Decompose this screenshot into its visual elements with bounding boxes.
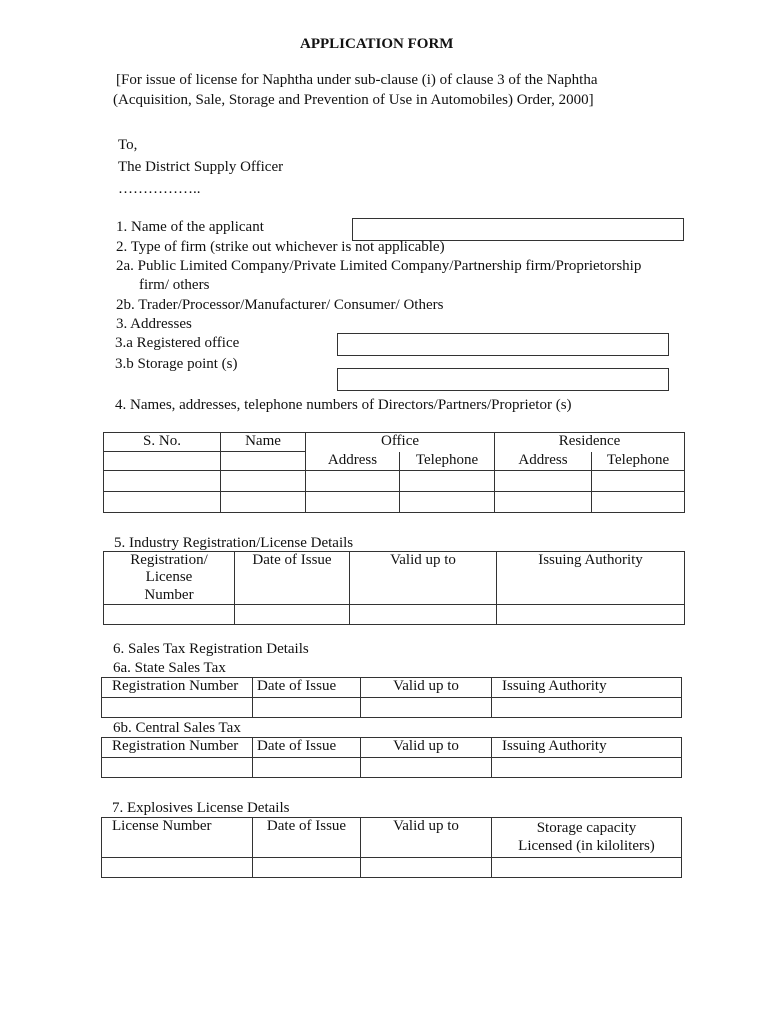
table-cell[interactable] — [104, 471, 221, 492]
col-office-telephone: Telephone — [400, 452, 495, 471]
item-3b-label: 3.b Storage point (s) — [115, 356, 238, 372]
table-cell[interactable] — [104, 452, 221, 471]
table-cell[interactable] — [361, 758, 492, 778]
table-cell[interactable] — [306, 492, 400, 513]
form-title: APPLICATION FORM — [300, 36, 454, 52]
table-cell[interactable] — [235, 604, 350, 624]
state-sales-tax-table — [101, 677, 682, 718]
col-date-of-issue: Date of Issue — [253, 678, 361, 698]
table-cell[interactable] — [400, 492, 495, 513]
addressee-dots: …………….. — [118, 181, 201, 197]
col-registration-number — [104, 552, 235, 605]
salutation-to: To, — [118, 137, 138, 153]
col-issuing-authority: Issuing Authority — [492, 738, 682, 758]
table-row — [104, 471, 685, 492]
table-cell[interactable] — [361, 698, 492, 718]
col-residence-telephone: Telephone — [592, 452, 685, 471]
table-cell[interactable] — [592, 471, 685, 492]
table-cell[interactable] — [253, 858, 361, 878]
table-row — [104, 492, 685, 513]
form-subtitle-line-1: [For issue of license for Naphtha under sub-clause (i) of clause 3 of the Naphtha — [116, 72, 598, 88]
table-cell[interactable] — [592, 492, 685, 513]
storage-line-1: Storage capacity — [536, 820, 637, 837]
registered-office-field[interactable] — [337, 333, 669, 356]
col-valid-up-to: Valid up to — [361, 738, 492, 758]
table-cell[interactable] — [253, 698, 361, 718]
storage-line-2: Licensed (in kiloliters) — [518, 837, 655, 854]
industry-registration-table — [103, 551, 685, 625]
form-subtitle-line-2: (Acquisition, Sale, Storage and Prevention of Use in Automobiles) Order, 2000] — [113, 92, 594, 108]
item-2a-label: 2a. Public Limited Company/Private Limited Company/Partnership firm/Proprietorship — [116, 258, 642, 274]
item-6-label: 6. Sales Tax Registration Details — [113, 641, 309, 657]
table-cell[interactable] — [306, 471, 400, 492]
col-date-of-issue: Date of Issue — [253, 818, 361, 858]
reg-line-1: Registration/ — [130, 552, 208, 568]
table-cell[interactable] — [400, 471, 495, 492]
col-registration-number: Registration Number — [102, 678, 253, 698]
storage-point-field[interactable] — [337, 368, 669, 391]
col-issuing-authority: Issuing Authority — [492, 678, 682, 698]
table-cell[interactable] — [350, 604, 497, 624]
item-2b-label: 2b. Trader/Processor/Manufacturer/ Consumer/ Others — [116, 297, 444, 313]
table-cell[interactable] — [221, 471, 306, 492]
item-4-label: 4. Names, addresses, telephone numbers of Directors/Partners/Proprietor (s) — [115, 397, 572, 413]
table-cell[interactable] — [102, 758, 253, 778]
item-3-label: 3. Addresses — [116, 316, 192, 332]
col-name: Name — [221, 433, 306, 452]
table-cell[interactable] — [495, 471, 592, 492]
col-valid-up-to: Valid up to — [361, 678, 492, 698]
item-6b-label: 6b. Central Sales Tax — [113, 720, 241, 736]
item-7-label: 7. Explosives License Details — [112, 800, 290, 816]
table-cell[interactable] — [492, 698, 682, 718]
table-cell[interactable] — [253, 758, 361, 778]
explosives-license-table — [101, 817, 682, 878]
item-5-label: 5. Industry Registration/License Details — [114, 535, 354, 551]
col-sno: S. No. — [104, 433, 221, 452]
col-office-address: Address — [306, 452, 400, 471]
table-cell[interactable] — [104, 492, 221, 513]
item-2a-label-cont: firm/ others — [139, 277, 210, 293]
table-row — [104, 604, 685, 624]
central-sales-tax-table — [101, 737, 682, 778]
col-license-number: License Number — [102, 818, 253, 858]
item-3a-label: 3.a Registered office — [115, 335, 240, 351]
addressee: The District Supply Officer — [118, 159, 284, 175]
col-registration-number: Registration Number — [102, 738, 253, 758]
reg-line-2: License — [145, 569, 193, 586]
col-valid-up-to: Valid up to — [350, 552, 497, 605]
table-cell[interactable] — [497, 604, 685, 624]
item-2-label: 2. Type of firm (strike out whichever is not applicable) — [116, 239, 445, 255]
item-6a-label: 6a. State Sales Tax — [113, 660, 226, 676]
directors-table — [103, 432, 685, 513]
col-valid-up-to: Valid up to — [361, 818, 492, 858]
col-date-of-issue: Date of Issue — [253, 738, 361, 758]
reg-line-3: Number — [144, 586, 194, 603]
table-cell[interactable] — [104, 604, 235, 624]
table-cell[interactable] — [495, 492, 592, 513]
table-cell[interactable] — [102, 858, 253, 878]
col-residence: Residence — [495, 433, 685, 452]
table-row — [102, 758, 682, 778]
table-cell[interactable] — [361, 858, 492, 878]
table-cell[interactable] — [221, 492, 306, 513]
table-row — [102, 698, 682, 718]
table-cell[interactable] — [221, 452, 306, 471]
col-issuing-authority: Issuing Authority — [497, 552, 685, 605]
col-office: Office — [306, 433, 495, 452]
table-cell[interactable] — [102, 698, 253, 718]
col-storage-capacity — [492, 818, 682, 858]
item-1-label: 1. Name of the applicant — [116, 219, 264, 235]
col-date-of-issue: Date of Issue — [235, 552, 350, 605]
table-cell[interactable] — [492, 758, 682, 778]
table-cell[interactable] — [492, 858, 682, 878]
table-row — [102, 858, 682, 878]
col-residence-address: Address — [495, 452, 592, 471]
